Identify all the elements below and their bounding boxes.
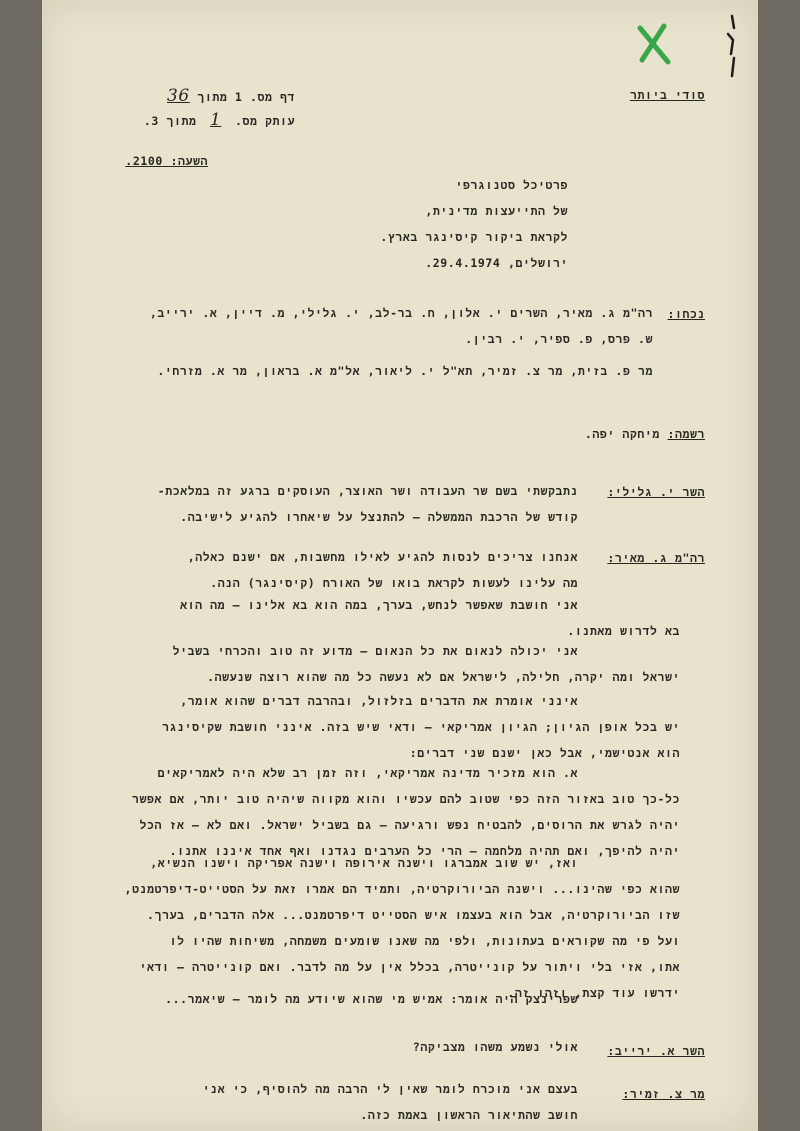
attendance-block [73, 300, 653, 384]
copy-number-handwritten: 1 [209, 110, 222, 130]
speaker-name: מר צ. זמיר: [622, 1087, 705, 1101]
speech-line: אני יכולה לנאום את כל הנאום – מדוע זה טוב והכרחי בשביל [172, 644, 578, 658]
speech-line: יש בכל אופן הגיון; הגיון אמריקאי – ודאי שיש בזה. אינני חושבת שקיסינגר [162, 720, 680, 734]
speech-line: ישראל ומה יקרה, חלילה, לישראל אם לא נעשה כל מה שהוא רוצה שנעשה. [207, 670, 680, 684]
speech-line: שזו הביורוקרטיה, אבל הוא בעצמו איש הסטייט דיפרטמנט... אלה הדברים, בערך. [147, 908, 680, 922]
speech-line: יהיה לגרש את הרוסים, להבטיח נפש ורגיעה – גם בשביל ישראל. ואם לא – אז הכל [139, 818, 680, 832]
speech-line: בעצם אני מוכרח לומר שאין לי הרבה מה להוסיף, כי אני [202, 1082, 578, 1096]
speech-block [58, 478, 578, 530]
paragraph [0, 592, 680, 644]
title-block [208, 172, 568, 276]
page-line-label: דף מס. 1 מתוך [197, 90, 295, 104]
title-line: של התייעצות מדינית, [425, 204, 568, 218]
attendance-label: נכחו: [667, 307, 705, 321]
speech-line: א. הוא מזכיר מדינה אמריקאי, וזה זמן רב שלא היה לאמריקאים [157, 766, 578, 780]
speech-line: אתו, אזי בלי ויתור על קונייטרה, בכלל אין על מה לדבר. ואם קונייטרה – ודאי [139, 960, 680, 974]
green-x-mark-icon [634, 22, 674, 66]
speech-line: שהוא כפי שהינו... וישנה הביורוקרטיה, ותמיד הם אמרו זאת על הסטייט-דיפרטמנט, [124, 882, 680, 896]
speech-line: ועל פי מה שקוראים בעתונות, ולפי מה שאנו שומעים משמחה, משיחות שהיו לו [169, 934, 680, 948]
title-line: לקראת ביקור קיסינגר בארץ. [380, 230, 568, 244]
page-number-line [167, 86, 295, 106]
speech-block [58, 1076, 578, 1128]
speech-line: אולי נשמע משהו מצביקה? [412, 1040, 578, 1054]
speech-line: כל-כך טוב באזור הזה כפי שטוב להם עכשיו והוא מקווה שיהיה טוב יותר, אם אפשר [132, 792, 680, 806]
attendance-line: רה"מ ג. מאיר, השרים י. אלון, ח. בר-לב, י. גלילי, מ. דיין, א. ירייב, [149, 306, 653, 320]
speech-line: אני חושבת שאפשר לנחש, בערך, במה הוא בא אלינו – מה הוא [180, 598, 578, 612]
time-label: השעה: [170, 154, 208, 168]
speech-line: נתבקשתי בשם שר העבודה ושר האוצר, העוסקים ברגע זה במלאכת- [157, 484, 578, 498]
speaker-name: השר א. ירייב: [607, 1044, 705, 1058]
copy-line-total: מתוך 3. [143, 114, 197, 128]
paragraph [38, 986, 578, 1012]
recorder-value: מיחקה יפה. [584, 427, 660, 441]
speaker-name: רה"מ ג. מאיר: [607, 551, 705, 565]
speech-block [58, 544, 578, 596]
paragraph [40, 760, 680, 864]
speech-line: אנחנו צריכים לנסות להגיע לאילו מחשבות, אם ישנם כאלה, [187, 550, 578, 564]
speech-line: חושב שהתיאור הראשון באמת כזה. [360, 1108, 578, 1122]
recorder-line [585, 427, 705, 442]
attendance-line: מר פ. בזית, מר צ. זמיר, תא"ל י. ליאור, אל"מ א. בראון, מר א. מזרחי. [157, 364, 653, 378]
paragraph [40, 688, 680, 766]
document-page [42, 0, 758, 1131]
speech-line: ואז, יש שוב אמברגו וישנה אירופה וישנה אפריקה וישנו הנשיא, [150, 856, 578, 870]
speech-block [58, 1034, 578, 1060]
speech-line: מה עלינו לעשות לקראת בואו של האורח (קיסינגר) הנה. [210, 576, 578, 590]
speech-line: קודש של הרכבת הממשלה – להתנצל על שיאחרו להגיע לישיבה. [180, 510, 578, 524]
classification-label: סודי ביותר [629, 88, 705, 102]
speaker-name: השר י. גלילי: [607, 485, 705, 499]
recorder-label: רשמה: [667, 427, 705, 441]
attendance-line: ש. פרס, פ. ספיר, י. רבין. [465, 332, 653, 346]
paragraph [40, 850, 680, 1006]
title-line: ירושלים, 29.4.1974. [425, 256, 568, 270]
speech-line: שפרינצק היה אומר: אמיש מי שהוא שיודע מה לומר – שיאמר... [165, 992, 578, 1006]
title-line: פרטיכל סטנוגרפי [455, 178, 568, 192]
copy-number-line [144, 110, 295, 130]
speech-line: אינני אומרת את הדברים בזלזול, ובהרבה דברים שהוא אומר, [180, 694, 578, 708]
copy-line-label: עותק מס. [234, 114, 295, 128]
time-line [125, 154, 208, 169]
speech-line: ידרשו עוד קצת, וזהו זה. [507, 986, 680, 1000]
paragraph [40, 638, 680, 690]
time-value: 2100. [125, 154, 163, 168]
speech-line: בא לדרוש מאתנו. [567, 624, 680, 638]
speech-line: יהיה להיפך, ואם תהיה מלחמה – הרי כל הערבים נגדנו ואף אחד איננו אתנו. [169, 844, 680, 858]
ink-scribble-icon [722, 14, 742, 80]
page-total-handwritten: 36 [166, 86, 190, 106]
speech-line: הוא אנטישמי, אבל כאן ישנם שני דברים: [409, 746, 680, 760]
